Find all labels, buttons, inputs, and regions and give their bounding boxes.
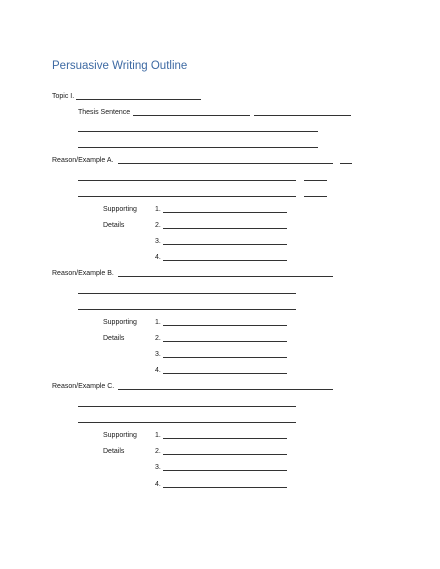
section-a-line-1b [304, 180, 327, 181]
section-c-detail-1 [163, 438, 287, 439]
section-b-label: Reason/Example B. [52, 270, 114, 277]
section-c-detail-4 [163, 487, 287, 488]
page-title: Persuasive Writing Outline [52, 60, 188, 72]
thesis-blank-2 [254, 115, 351, 116]
section-b-detail-3 [163, 357, 287, 358]
section-c-detail-2 [163, 454, 287, 455]
section-b-detail-4 [163, 373, 287, 374]
section-c-line-2 [78, 422, 296, 423]
section-a-supporting: Supporting [103, 206, 137, 213]
section-a-detail-4 [163, 260, 287, 261]
section-b-detail-2 [163, 341, 287, 342]
section-c-num-1: 1. [155, 432, 161, 439]
section-a-detail-2 [163, 228, 287, 229]
section-b-supporting: Supporting [103, 319, 137, 326]
section-a-blank-short [340, 163, 352, 164]
section-c-num-4: 4. [155, 481, 161, 488]
section-b-details: Details [103, 335, 125, 342]
section-c-detail-3 [163, 470, 287, 471]
section-b-line-1 [78, 293, 296, 294]
section-b-detail-1 [163, 325, 287, 326]
thesis-label: Thesis Sentence [78, 109, 131, 116]
thesis-blank-1 [133, 115, 250, 116]
section-a-label: Reason/Example A. [52, 157, 114, 164]
section-a-line-2 [78, 196, 296, 197]
section-c-details: Details [103, 448, 125, 455]
section-b-num-4: 4. [155, 367, 161, 374]
topic-label: Topic I. [52, 93, 75, 100]
section-a-num-3: 3. [155, 238, 161, 245]
thesis-line-3 [78, 147, 318, 148]
section-a-num-4: 4. [155, 254, 161, 261]
section-a-detail-3 [163, 244, 287, 245]
section-a-line-2b [304, 196, 327, 197]
topic-blank [76, 99, 201, 100]
section-c-supporting: Supporting [103, 432, 137, 439]
section-b-num-1: 1. [155, 319, 161, 326]
section-b-blank [118, 276, 333, 277]
section-a-blank [118, 163, 333, 164]
section-c-label: Reason/Example C. [52, 383, 115, 390]
section-b-num-2: 2. [155, 335, 161, 342]
section-a-detail-1 [163, 212, 287, 213]
section-c-num-2: 2. [155, 448, 161, 455]
section-c-num-3: 3. [155, 464, 161, 471]
section-b-line-2 [78, 309, 296, 310]
section-c-blank [118, 389, 333, 390]
section-b-num-3: 3. [155, 351, 161, 358]
section-a-line-1 [78, 180, 296, 181]
section-c-line-1 [78, 406, 296, 407]
section-a-num-1: 1. [155, 206, 161, 213]
thesis-line-2 [78, 131, 318, 132]
section-a-num-2: 2. [155, 222, 161, 229]
section-a-details: Details [103, 222, 125, 229]
